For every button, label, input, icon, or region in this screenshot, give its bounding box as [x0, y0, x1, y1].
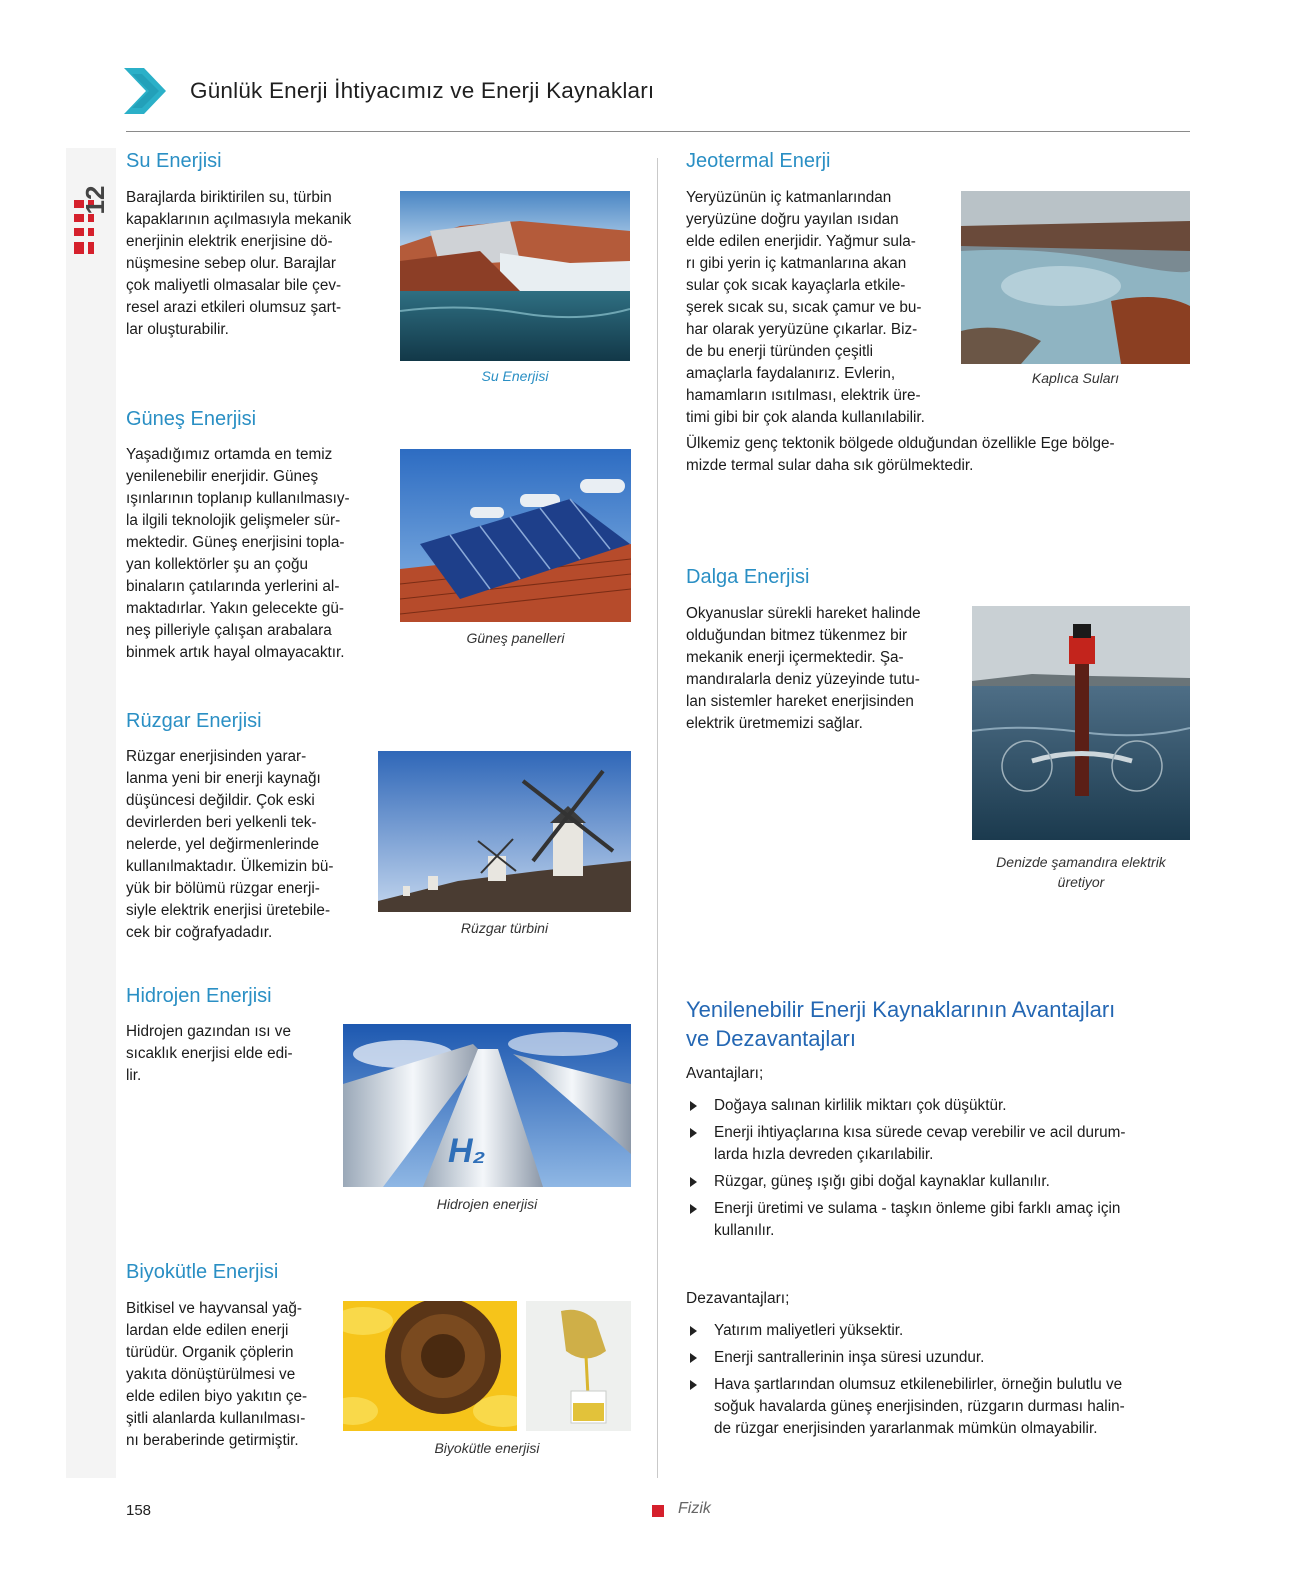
caption-gunes: Güneş panelleri	[466, 630, 565, 646]
caption-ruzgar: Rüzgar türbini	[460, 920, 549, 936]
header-divider	[126, 131, 1190, 132]
bullet-arrow-icon	[690, 1326, 697, 1336]
bullet-arrow-icon	[690, 1177, 697, 1187]
oil-photo	[526, 1301, 631, 1431]
section-text-su: Barajlarda biriktirilen su, türbin kapaklarının açılmasıyla mekanik enerjinin elektrik enerjisine dö- nüşmesine sebep olur. Barajlar çok maliyetli olmasalar bile çev- resel arazi etkileri olumsuz şart- lar oluşturabilir.	[126, 189, 352, 338]
caption-jeotermal: Kaplıca Suları	[1031, 370, 1120, 386]
section-title-jeotermal: Jeotermal Enerji	[686, 150, 831, 172]
windmill-photo	[378, 751, 631, 912]
cons-label: Dezavantajları;	[686, 1290, 790, 1307]
caption-biyokutle: Biyokütle enerjisi	[434, 1440, 540, 1456]
section-title-ruzgar: Rüzgar Enerjisi	[126, 710, 262, 732]
hot-spring-photo	[961, 191, 1190, 364]
list-item: Enerji ihtiyaçlarına kısa sürede cevap verebilir ve acil durum- larda hızla devreden çıkarılabilir.	[686, 1122, 1190, 1166]
caption-su: Su Enerjisi	[481, 368, 549, 384]
chevron-icon	[124, 68, 168, 114]
caption-hidrojen: Hidrojen enerjisi	[436, 1196, 538, 1212]
list-item: Enerji üretimi ve sulama - taşkın önleme gibi farklı amaç için kullanılır.	[686, 1198, 1190, 1242]
section-title-su: Su Enerjisi	[126, 150, 222, 172]
section-text-jeotermal: Yeryüzünün iç katmanlarından yeryüzüne doğru yayılan ısıdan elde edilen enerjidir. Yağmur sula- rı gibi yerin iç katmanlarına akan sular çok sıcak kayaçlarla etkile- şerek sıcak su, sıcak çamur ve bu- har olarak yeryüzüne çıkarlar. Biz- de bu enerji türünden çeşitli amaçlarla faydalanırız. Evlerin, hamamların ısıtılması, elektrik üre- timi gibi bir çok alanda kullanılabilir.	[686, 189, 925, 426]
caption-dalga: Denizde şamandıra elektrik üretiyor	[996, 854, 1166, 890]
pros-label: Avantajları;	[686, 1065, 764, 1082]
page-number: 158	[126, 1502, 152, 1519]
list-item: Yatırım maliyetleri yüksektir.	[686, 1320, 1190, 1342]
section-title-biyokutle: Biyokütle Enerjisi	[126, 1261, 279, 1283]
solar-panel-photo	[400, 449, 631, 622]
page-title: Günlük Enerji İhtiyacımız ve Enerji Kaynakları	[190, 78, 655, 103]
h2-label: H₂	[448, 1132, 486, 1170]
section-title-hidrojen: Hidrojen Enerjisi	[126, 985, 272, 1007]
subject-label: Fizik	[678, 1500, 711, 1517]
section-text-gunes: Yaşadığımız ortamda en temiz yenilenebilir enerjidir. Güneş ışınlarının toplanıp kullanılmasıy- la ilgili teknolojik gelişmeler sür- mektedir. Güneş enerjisini topla- yan kollektörler şu an çoğu binaların çatılarında yerlerini al- maktadırlar. Yakın gelecekte gü- neş pilleriyle çalışan arabalara binmek artık hayal olmayacaktır.	[126, 446, 350, 661]
section-text-ruzgar: Rüzgar enerjisinden yarar- lanma yeni bir enerji kaynağı düşüncesi değildir. Çok eski devirlerden beri yelkenli tek- nelerde, yel değirmenlerinde kullanılmaktadır. Ülkemizin bü- yük bir bölümü rüzgar enerji- siyle elektrik enerjisi üretebile- cek bir coğrafyadadır.	[126, 748, 334, 941]
bullet-arrow-icon	[690, 1128, 697, 1138]
footer-square-icon	[652, 1505, 664, 1517]
column-divider	[657, 158, 658, 1478]
bullet-arrow-icon	[690, 1380, 697, 1390]
section-text-biyokutle: Bitkisel ve hayvansal yağ- lardan elde edilen enerji türüdür. Organik çöplerin yakıta dönüştürülmesi ve elde edilen biyo yakıtın çe- şitli alanlarda kullanılması- nı beraberinde getirmiştir.	[126, 1300, 308, 1449]
dam-photo	[400, 191, 630, 361]
side-strip	[66, 148, 116, 1478]
list-item: Enerji santrallerinin inşa süresi uzundur.	[686, 1347, 1190, 1369]
sunflower-photo	[343, 1301, 517, 1431]
section-title-dalga: Dalga Enerjisi	[686, 566, 810, 588]
section-extra-jeotermal: Ülkemiz genç tektonik bölgede olduğundan özellikle Ege bölge- mizde termal sular daha sık görülmektedir.	[686, 435, 1115, 474]
bullet-arrow-icon	[690, 1101, 697, 1111]
chapter-number: 12	[80, 185, 110, 215]
advantages-title: Yenilenebilir Enerji Kaynaklarının Avantajları ve Dezavantajları	[686, 997, 1116, 1051]
section-text-dalga: Okyanuslar sürekli hareket halinde olduğundan bitmez tükenmez bir mekanik enerji içermektedir. Şa- mandıralarla deniz yüzeyinde tutu- lan sistemler hareket enerjisinden elektrik üretmemizi sağlar.	[686, 605, 921, 732]
list-item: Hava şartlarından olumsuz etkilenebilirler, örneğin bulutlu ve soğuk havalarda güneş enerjisinden, rüzgarın durması halin- de rüzgar enerjisinden yararlanmak mümkün olmayabilir.	[686, 1374, 1190, 1440]
section-text-hidrojen: Hidrojen gazından ısı ve sıcaklık enerjisi elde edi- lir.	[126, 1023, 293, 1084]
pros-list	[686, 1095, 1190, 1247]
hydrogen-pipes-photo	[343, 1024, 631, 1187]
list-item: Rüzgar, güneş ışığı gibi doğal kaynaklar kullanılır.	[686, 1171, 1190, 1193]
bullet-arrow-icon	[690, 1353, 697, 1363]
wave-buoy-photo	[972, 606, 1190, 840]
cons-list	[686, 1320, 1190, 1445]
list-item: Doğaya salınan kirlilik miktarı çok düşüktür.	[686, 1095, 1190, 1117]
section-title-gunes: Güneş Enerjisi	[126, 408, 257, 430]
bullet-arrow-icon	[690, 1204, 697, 1214]
